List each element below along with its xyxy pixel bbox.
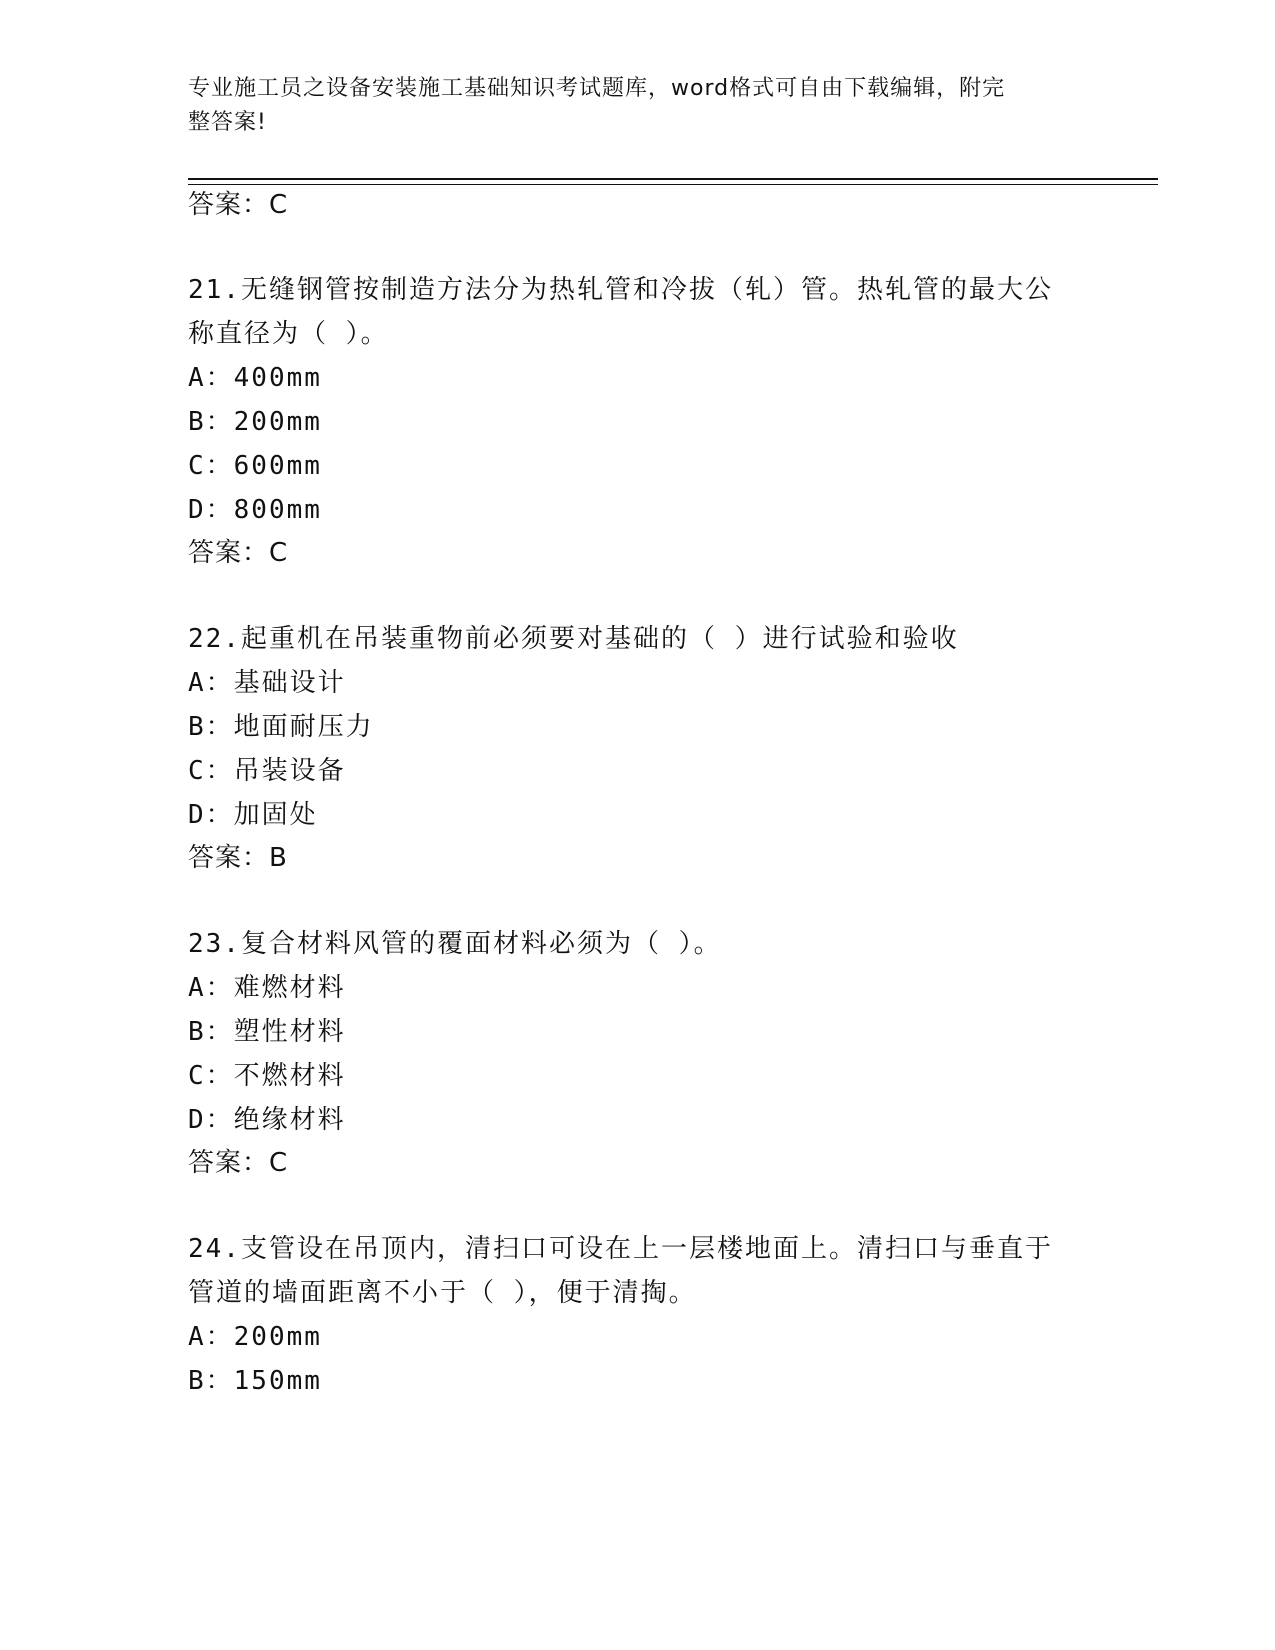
question-21-line-2: 称直径为（ ）。	[188, 319, 389, 349]
question-24-option-a: A：200mm	[188, 1322, 322, 1352]
question-21-option-b: B：200mm	[188, 407, 322, 437]
question-24-option-b: B：150mm	[188, 1366, 322, 1396]
question-22-option-b: B：地面耐压力	[188, 712, 374, 742]
document-header	[188, 72, 1068, 140]
question-23-answer: 答案：C	[188, 1148, 289, 1178]
question-23-option-a: A：难燃材料	[188, 973, 346, 1003]
question-21-option-a: A：400mm	[188, 363, 322, 393]
question-21-answer: 答案：C	[188, 538, 289, 568]
question-21-line-1: 21.无缝钢管按制造方法分为热轧管和冷拔（轧）管。热轧管的最大公	[188, 275, 1053, 305]
answer-top: 答案：C	[188, 190, 289, 220]
question-23-option-b: B：塑性材料	[188, 1017, 346, 1047]
question-23-line-1: 23.复合材料风管的覆面材料必须为（ ）。	[188, 929, 722, 959]
question-22-answer: 答案：B	[188, 843, 288, 873]
question-24-line-1: 24.支管设在吊顶内，清扫口可设在上一层楼地面上。清扫口与垂直于	[188, 1234, 1053, 1264]
question-22-option-c: C：吊装设备	[188, 756, 346, 786]
question-23-option-c: C：不燃材料	[188, 1061, 346, 1091]
question-22-line-1: 22.起重机在吊装重物前必须要对基础的（ ）进行试验和验收	[188, 624, 959, 654]
header-line-1: 专业施工员之设备安装施工基础知识考试题库，word格式可自由下载编辑，附完	[188, 76, 1006, 101]
question-23-option-d: D：绝缘材料	[188, 1105, 346, 1135]
header-divider-thin	[188, 184, 1158, 185]
question-22-option-d: D：加固处	[188, 800, 318, 830]
question-21-option-d: D：800mm	[188, 495, 322, 525]
question-21-option-c: C：600mm	[188, 451, 322, 481]
question-24-line-2: 管道的墙面距离不小于（ ），便于清掏。	[188, 1278, 697, 1308]
header-line-2: 整答案!	[188, 110, 267, 135]
header-divider-thick	[188, 178, 1158, 180]
question-22-option-a: A：基础设计	[188, 668, 346, 698]
